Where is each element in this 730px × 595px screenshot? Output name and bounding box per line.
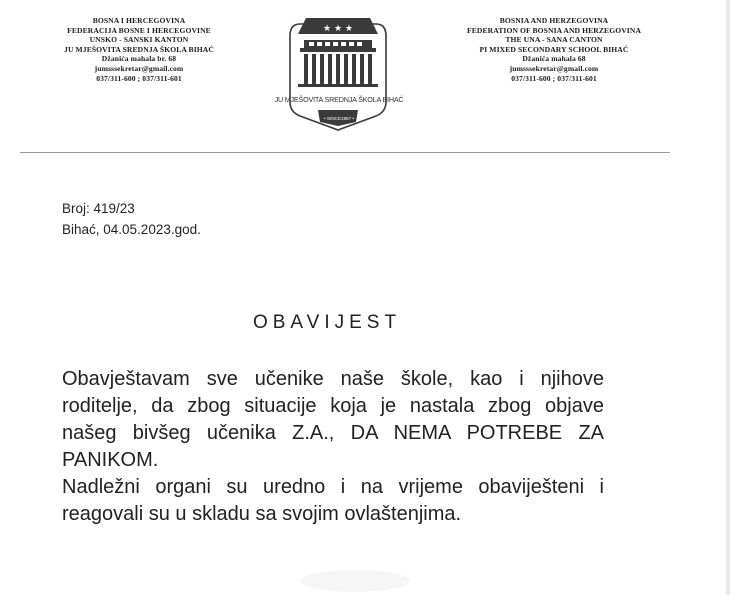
body-line: roditelje, da zbog situacije koja je nastala zbog objave: [62, 395, 604, 417]
body-line: Obavještavam sve učenike naše škole, kao i njihove: [62, 368, 604, 390]
document-number: Broj: 419/23: [62, 201, 135, 216]
body-line: PANIKOM.: [62, 449, 159, 471]
header-right-line: jumsssekretar@gmail.com: [509, 63, 599, 73]
header-left-line: BOSNA I HERCEGOVINA: [92, 16, 186, 25]
body-paragraph-1: [62, 366, 604, 474]
document-body: [62, 366, 604, 528]
body-line: našeg bivšeg učenika Z.A., DA NEMA POTREBE ZA: [62, 422, 604, 444]
logo-since-year: • SINCE1957 •: [323, 116, 355, 121]
header-right-line: Džanića mahala 68: [522, 54, 586, 64]
body-line: Nadležni organi su uredno i na vrijeme obaviješteni i: [62, 476, 604, 498]
header-left-line: JU MJEŠOVITA SREDNJA ŠKOLA BIHAĆ: [64, 44, 214, 54]
body-line: reagovali su u skladu sa svojim ovlaštenjima.: [62, 503, 462, 525]
document-place-date: Bihać, 04.05.2023.god.: [62, 222, 201, 237]
header-right-line: PI MIXED SECONDARY SCHOOL BIHAĆ: [479, 44, 629, 54]
page-edge: [726, 0, 730, 595]
header-right-line: BOSNIA AND HERZEGOVINA: [499, 16, 609, 25]
document-meta: [62, 198, 201, 240]
header-right-line: THE UNA - SANA CANTON: [505, 35, 603, 45]
header-left-line: jumsssekretar@gmail.com: [94, 63, 184, 73]
scan-smudge: [300, 570, 410, 592]
header-right-line: 037/311-600 ; 037/311-601: [511, 73, 597, 83]
logo-stars: ★ ★ ★: [323, 24, 353, 34]
header-left-bosnian: [18, 16, 260, 83]
body-paragraph-2: [62, 474, 604, 528]
header-left-line: UNSKO - SANSKI KANTON: [89, 35, 189, 45]
header-left-line: 037/311-600 ; 037/311-601: [96, 73, 182, 83]
document-title: OBAVIJEST: [252, 312, 402, 333]
header-right-english: [438, 16, 670, 83]
header-divider: [20, 152, 670, 153]
header-left-line: FEDERACIJA BOSNE I HERCEGOVINE: [67, 25, 211, 35]
logo-school-name: JU MJEŠOVITA SREDNJA ŠKOLA BIHAĆ: [274, 95, 404, 104]
header-left-line: Džanića mahala br. 68: [101, 54, 177, 64]
header-right-line: FEDERATION OF BOSNIA AND HERZEGOVINA: [466, 25, 642, 35]
